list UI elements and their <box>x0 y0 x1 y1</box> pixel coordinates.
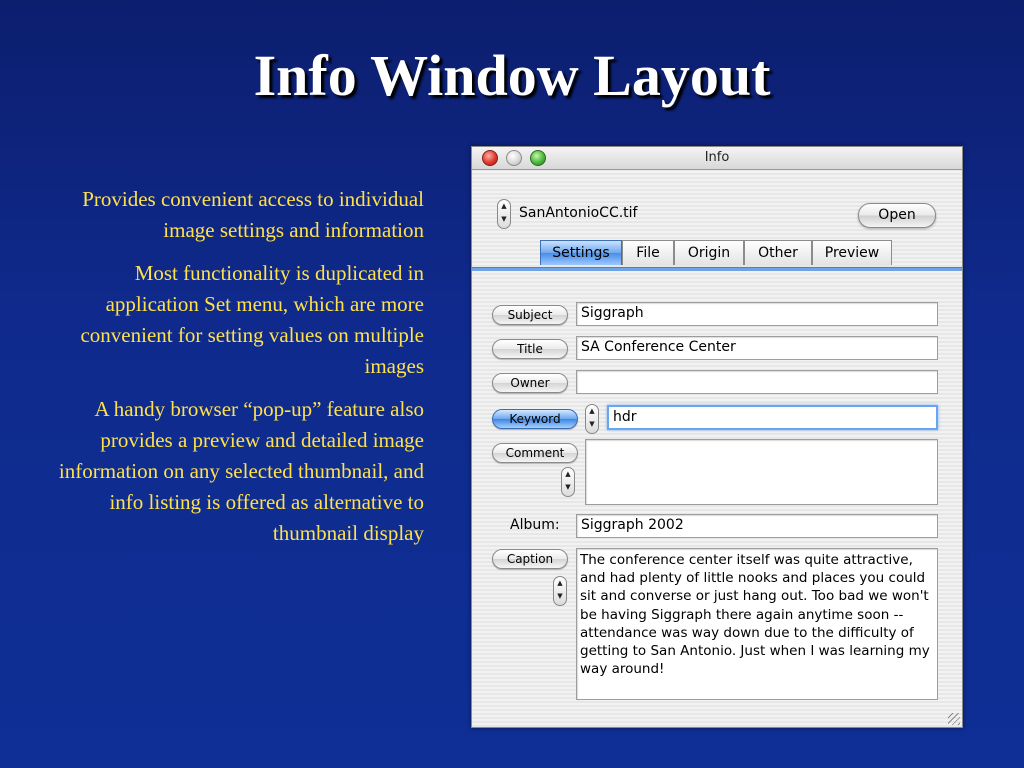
bullet-list <box>40 184 424 561</box>
keyword-button[interactable]: Keyword <box>492 409 578 429</box>
tab-file[interactable]: File <box>622 240 674 265</box>
album-label: Album: <box>510 517 560 533</box>
tab-origin[interactable]: Origin <box>674 240 744 265</box>
owner-button[interactable]: Owner <box>492 373 568 393</box>
window-titlebar[interactable] <box>472 147 962 170</box>
stepper-up-icon[interactable]: ▲ <box>589 407 595 415</box>
bullet-1: Provides convenient access to individual image settings and information <box>82 187 424 242</box>
info-window <box>471 146 963 728</box>
stepper-up-icon[interactable]: ▲ <box>557 579 563 587</box>
caption-field[interactable]: The conference center itself was quite attractive, and had plenty of little nooks and places you could sit and converse or just hang out. Too bad we won't be having Siggraph there again anytime soon -- attendance was way down due to the difficulty of getting to San Antonio. Just when I was learning my way around! <box>576 548 938 700</box>
owner-field[interactable] <box>576 370 938 394</box>
tab-settings[interactable]: Settings <box>540 240 622 265</box>
stepper-up-icon[interactable]: ▲ <box>501 202 507 210</box>
tab-other[interactable]: Other <box>744 240 812 265</box>
album-field[interactable]: Siggraph 2002 <box>576 514 938 538</box>
open-button[interactable]: Open <box>858 203 936 228</box>
window-title: Info <box>704 150 730 165</box>
subject-field[interactable]: Siggraph <box>576 302 938 326</box>
stepper-down-icon[interactable]: ▼ <box>589 420 595 428</box>
stepper-down-icon[interactable]: ▼ <box>501 215 507 223</box>
slide-title: Info Window Layout <box>253 43 771 108</box>
stepper-down-icon[interactable]: ▼ <box>565 483 571 491</box>
keyword-stepper[interactable] <box>585 404 599 434</box>
caption-stepper[interactable] <box>553 576 567 606</box>
comment-button[interactable]: Comment <box>492 443 578 463</box>
stepper-down-icon[interactable]: ▼ <box>557 592 563 600</box>
filename-label: SanAntonioCC.tif <box>519 205 638 221</box>
comment-stepper[interactable] <box>561 467 575 497</box>
subject-button[interactable]: Subject <box>492 305 568 325</box>
bullet-3: A handy browser “pop-up” feature also provides a preview and detailed image information on any selected thumbnail, and info listing is offered as alternative to thumbnail display <box>58 397 424 545</box>
bullet-2: Most functionality is duplicated in application Set menu, which are more convenient for setting values on multiple images <box>80 261 424 378</box>
tab-preview[interactable]: Preview <box>812 240 892 265</box>
title-button[interactable]: Title <box>492 339 568 359</box>
tab-divider <box>472 267 962 271</box>
keyword-field[interactable]: hdr <box>607 405 938 430</box>
resize-grip-icon[interactable] <box>948 713 960 725</box>
comment-field[interactable] <box>585 439 938 505</box>
stepper-up-icon[interactable]: ▲ <box>565 470 571 478</box>
title-field[interactable]: SA Conference Center <box>576 336 938 360</box>
caption-button[interactable]: Caption <box>492 549 568 569</box>
file-stepper[interactable] <box>497 199 511 229</box>
